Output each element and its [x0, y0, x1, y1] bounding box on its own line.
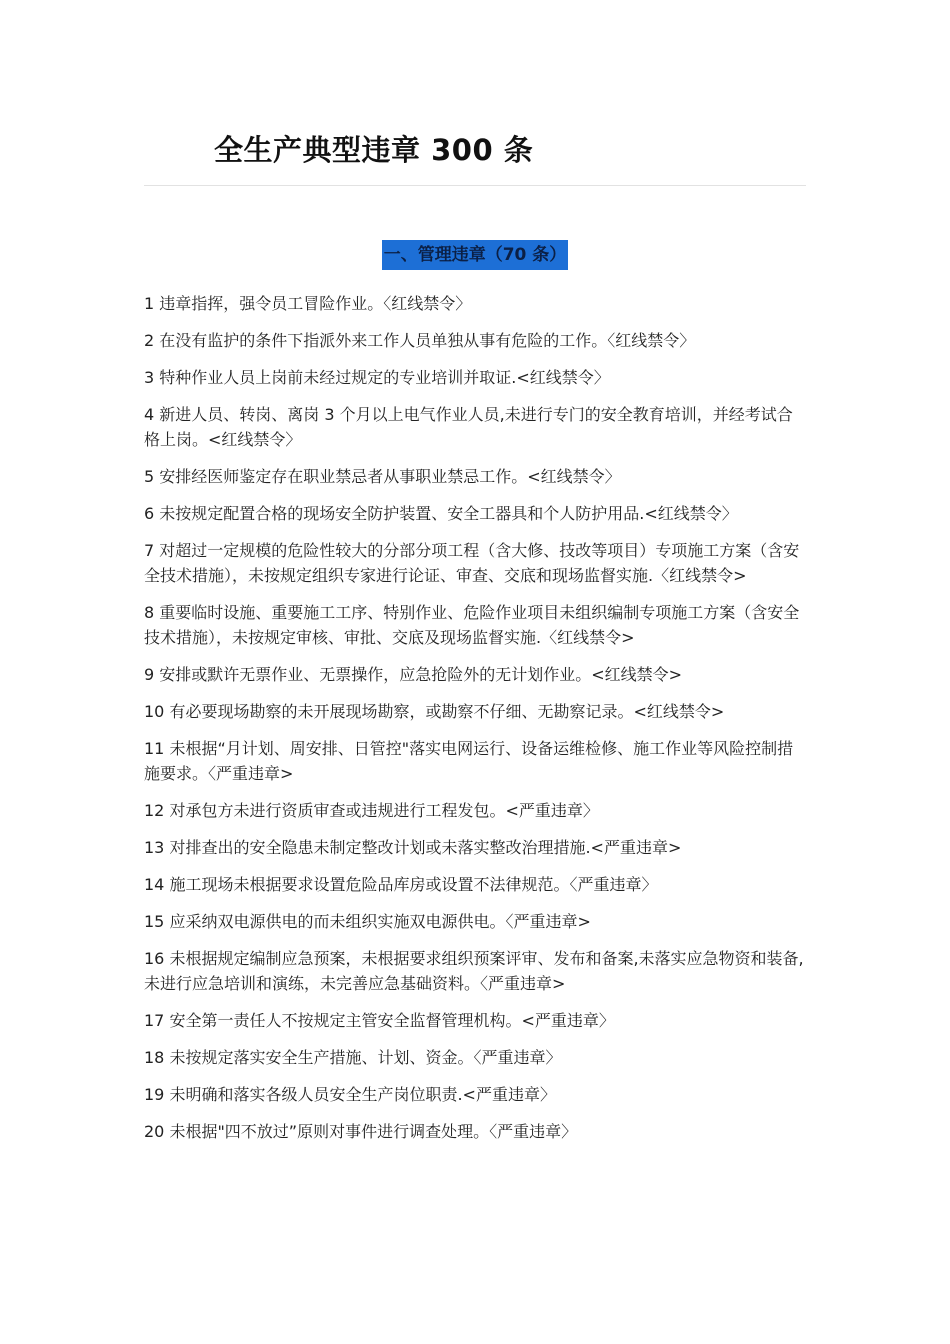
document-title: 全生产典型违章 300 条: [214, 133, 534, 167]
rule-item: 5 安排经医师鉴定存在职业禁忌者从事职业禁忌工作。<红线禁令〉: [144, 467, 621, 486]
rule-item: 16 未根据规定编制应急预案，未根据要求组织预案评审、发布和备案,未落实应急物资和装备,未进行应急培训和演练，未完善应急基础资料。〈严重违章>: [144, 949, 804, 993]
rule-item: 7 对超过一定规模的危险性较大的分部分项工程（含大修、技改等项目）专项施工方案（含安全技术措施），未按规定组织专家进行论证、审查、交底和现场监督实施.〈红线禁令>: [144, 541, 800, 585]
rule-item: 18 未按规定落实安全生产措施、计划、资金。〈严重违章〉: [144, 1048, 562, 1067]
rule-item: 3 特种作业人员上岗前未经过规定的专业培训并取证.<红线禁令〉: [144, 368, 610, 387]
rule-item: 4 新进人员、转岗、离岗 3 个月以上电气作业人员,未进行专门的安全教育培训，并经考试合格上岗。<红线禁令〉: [144, 405, 793, 449]
rule-item: 6 未按规定配置合格的现场安全防护装置、安全工器具和个人防护用品.<红线禁令〉: [144, 504, 738, 523]
rule-item: 17 安全第一责任人不按规定主管安全监督管理机构。<严重违章〉: [144, 1011, 615, 1030]
rule-item: 15 应采纳双电源供电的而未组织实施双电源供电。〈严重违章>: [144, 912, 591, 931]
rule-item: 2 在没有监护的条件下指派外来工作人员单独从事有危险的工作。〈红线禁令〉: [144, 331, 696, 350]
rule-item: 12 对承包方未进行资质审查或违规进行工程发包。<严重违章〉: [144, 801, 599, 820]
rule-item: 14 施工现场未根据要求设置危险品库房或设置不法律规范。〈严重违章〉: [144, 875, 658, 894]
rule-item: 10 有必要现场勘察的未开展现场勘察，或勘察不仔细、无勘察记录。<红线禁令>: [144, 702, 725, 721]
rule-item: 13 对排查出的安全隐患未制定整改计划或未落实整改治理措施.<严重违章>: [144, 838, 682, 857]
rule-item: 1 违章指挥，强令员工冒险作业。〈红线禁令〉: [144, 294, 472, 313]
rule-item: 9 安排或默许无票作业、无票操作，应急抢险外的无计划作业。<红线禁令>: [144, 665, 683, 684]
rule-item: 11 未根据“月计划、周安排、日管控"落实电网运行、设备运维检修、施工作业等风险控制措施要求。〈严重违章>: [144, 739, 794, 783]
rule-item: 8 重要临时设施、重要施工工序、特别作业、危险作业项目未组织编制专项施工方案（含安全技术措施），未按规定审核、审批、交底及现场监督实施.〈红线禁令>: [144, 603, 800, 647]
title-divider: [144, 185, 806, 186]
section-heading: 一、管理违章（70 条）: [382, 240, 569, 270]
section-heading-container: [144, 240, 806, 270]
rule-item: 19 未明确和落实各级人员安全生产岗位职责.<严重违章〉: [144, 1085, 556, 1104]
rule-list: [144, 291, 808, 1156]
rule-item: 20 未根据"四不放过”原则对事件进行调查处理。〈严重违章〉: [144, 1122, 578, 1141]
